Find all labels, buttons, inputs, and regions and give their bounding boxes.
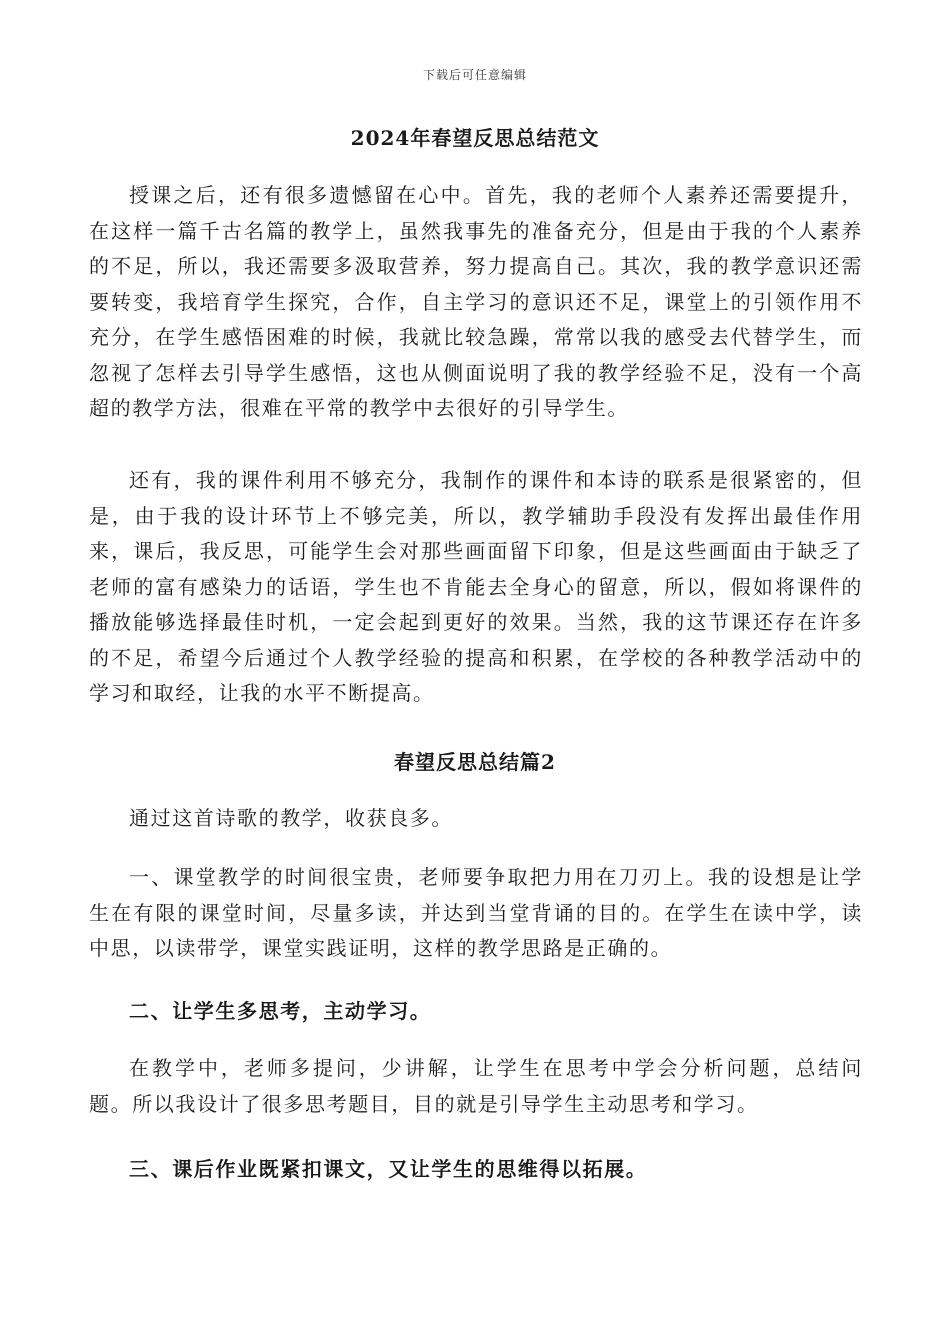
paragraph-text: 还有，我的课件利用不够充分，我制作的课件和本诗的联系是很紧密的，但是，由于我的设计环节上不够完美，所以，教学辅助手段没有发挥出最佳作用来，课后，我反思，可能学生会对那些画面留下印象，但是这些画面由于缺乏了老师的富有感染力的话语，学生也不肯能去全身心的留意，所以，假如将课件的播放能够选择最佳时机，一定会起到更好的效果。当然，我的这节课还存在许多的不足，希望今后通过个人教学经验的提高和积累，在学校的各种教学活动中的学习和取经，让我的水平不断提高。: [89, 468, 863, 705]
point-2-heading: 二、让学生多思考，主动学习。: [129, 999, 432, 1023]
point-3-heading: 三、课后作业既紧扣课文，又让学生的思维得以拓展。: [129, 1157, 648, 1181]
point-2-body: [89, 1051, 863, 1122]
paragraph-text: 在教学中，老师多提问，少讲解，让学生在思考中学会分析问题，总结问题。所以我设计了很多思考题目，目的就是引导学生主动思考和学习。: [89, 1056, 863, 1116]
section-2-intro: [89, 801, 863, 837]
section-2-title: 春望反思总结篇2: [394, 750, 556, 774]
paragraph-text: 授课之后，还有很多遗憾留在心中。首先，我的老师个人素养还需要提升，在这样一篇千古名篇的教学上，虽然我事先的准备充分，但是由于我的个人素养的不足，所以，我还需要多汲取营养，努力提高自己。其次，我的教学意识还需要转变，我培育学生探究，合作，自主学习的意识还不足，课堂上的引领作用不充分，在学生感悟困难的时候，我就比较急躁，常常以我的感受去代替学生，而忽视了怎样去引导学生感悟，这也从侧面说明了我的教学经验不足，没有一个高超的教学方法，很难在平常的教学中去很好的引导学生。: [89, 183, 863, 420]
point-1: [89, 860, 863, 967]
document-title: 2024年春望反思总结范文: [350, 126, 600, 150]
paragraph-text: 一、课堂教学的时间很宝贵，老师要争取把力用在刀刃上。我的设想是让学生在有限的课堂时间，尽量多读，并达到当堂背诵的目的。在学生在读中学，读中思，以读带学，课堂实践证明，这样的教学思路是正确的。: [89, 865, 863, 960]
header-note: 下载后可任意编辑: [422, 68, 527, 82]
paragraph-1: [89, 178, 863, 427]
paragraph-2: [89, 463, 863, 712]
paragraph-text: 通过这首诗歌的教学，收获良多。: [129, 806, 453, 830]
